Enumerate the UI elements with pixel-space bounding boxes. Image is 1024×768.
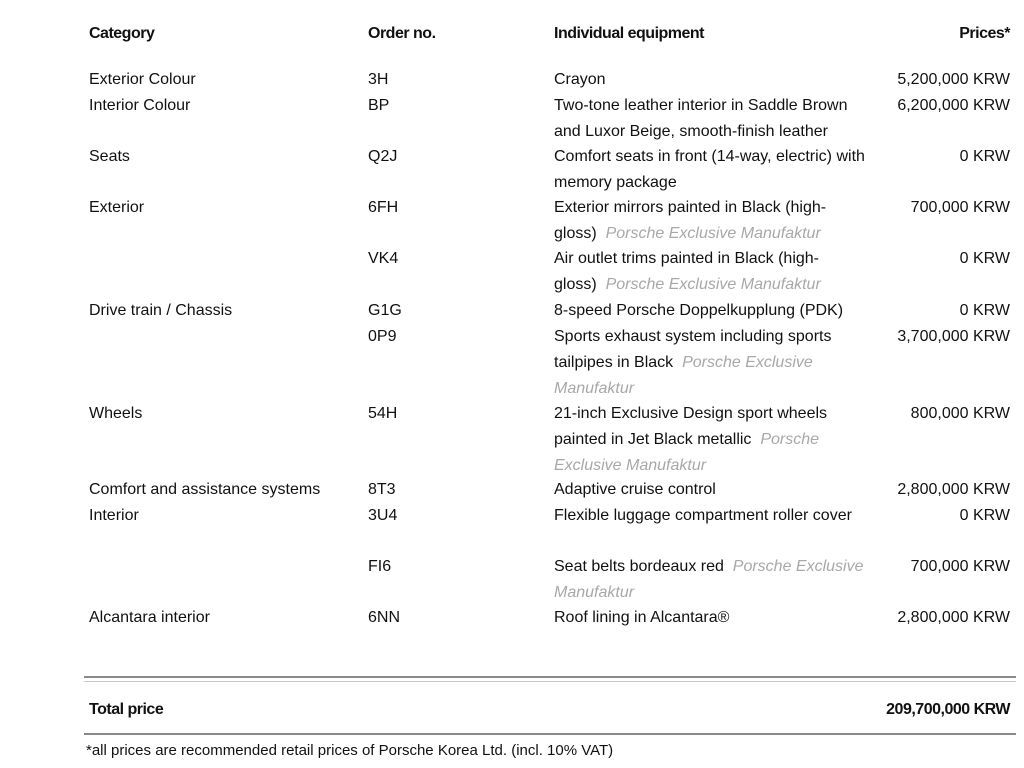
cell-equipment bbox=[554, 195, 872, 247]
cell-price: 3,700,000 KRW bbox=[897, 328, 1010, 345]
cell-equipment bbox=[554, 605, 872, 631]
cell-price: 700,000 KRW bbox=[910, 199, 1010, 216]
cell-category: Exterior Colour bbox=[89, 71, 196, 88]
cell-price: 2,800,000 KRW bbox=[897, 609, 1010, 626]
cell-category: Comfort and assistance systems bbox=[89, 481, 321, 498]
cell-category: Alcantara interior bbox=[89, 609, 210, 626]
cell-order-no: 3H bbox=[368, 71, 389, 88]
cell-order-no: 3U4 bbox=[368, 507, 398, 524]
cell-equipment bbox=[554, 477, 872, 503]
cell-equipment bbox=[554, 324, 872, 401]
equipment-text: Exterior mirrors painted in Black (high-gloss) bbox=[554, 199, 827, 242]
divider-double-top bbox=[84, 676, 1016, 678]
total-price-value: 209,700,000 KRW bbox=[886, 701, 1010, 718]
cell-price: 6,200,000 KRW bbox=[897, 97, 1010, 114]
cell-price: 800,000 KRW bbox=[910, 405, 1010, 422]
cell-order-no: Q2J bbox=[368, 148, 398, 165]
cell-category: Interior Colour bbox=[89, 97, 191, 114]
cell-price: 0 KRW bbox=[959, 507, 1010, 524]
equipment-text: Crayon bbox=[554, 71, 606, 88]
equipment-text: Flexible luggage compartment roller cover bbox=[554, 507, 852, 524]
manufaktur-tag: Porsche Exclusive Manufaktur bbox=[605, 275, 821, 293]
cell-equipment bbox=[554, 401, 872, 478]
cell-order-no: 0P9 bbox=[368, 328, 397, 345]
manufaktur-tag: Porsche Exclusive Manufaktur bbox=[605, 224, 821, 242]
manufaktur-tag: Porsche Exclusive Manufaktur bbox=[554, 430, 820, 474]
cell-equipment bbox=[554, 298, 872, 324]
cell-price: 0 KRW bbox=[959, 250, 1010, 267]
manufaktur-tag: Porsche Exclusive Manufaktur bbox=[554, 558, 864, 601]
cell-price: 0 KRW bbox=[959, 148, 1010, 165]
manufaktur-tag: Porsche Exclusive Manufaktur bbox=[554, 353, 813, 397]
equipment-text: Roof lining in Alcantara® bbox=[554, 609, 730, 626]
cell-order-no: 8T3 bbox=[368, 481, 396, 498]
equipment-text: 21-inch Exclusive Design sport wheels painted in Jet Black metallic bbox=[554, 405, 828, 448]
cell-order-no: FI6 bbox=[368, 558, 392, 575]
cell-category: Wheels bbox=[89, 405, 143, 422]
cell-category: Seats bbox=[89, 148, 130, 165]
cell-price: 2,800,000 KRW bbox=[897, 481, 1010, 498]
cell-equipment bbox=[554, 144, 872, 196]
total-price-label: Total price bbox=[89, 701, 164, 718]
equipment-text: Comfort seats in front (14-way, electric) with memory package bbox=[554, 148, 865, 191]
cell-equipment bbox=[554, 93, 872, 145]
header-category: Category bbox=[89, 25, 155, 42]
equipment-text: Air outlet trims painted in Black (high-gloss) bbox=[554, 250, 819, 293]
cell-equipment bbox=[554, 246, 872, 298]
equipment-text: Two-tone leather interior in Saddle Brown and Luxor Beige, smooth-finish leather bbox=[554, 97, 848, 140]
cell-order-no: 54H bbox=[368, 405, 398, 422]
equipment-text: Sports exhaust system including sports tailpipes in Black bbox=[554, 328, 832, 371]
footnote: *all prices are recommended retail prices of Porsche Korea Ltd. (incl. 10% VAT) bbox=[86, 742, 614, 759]
cell-order-no: 6FH bbox=[368, 199, 399, 216]
cell-order-no: G1G bbox=[368, 302, 402, 319]
header-prices: Prices* bbox=[959, 25, 1010, 42]
cell-category: Exterior bbox=[89, 199, 145, 216]
cell-equipment bbox=[554, 554, 872, 606]
equipment-text: Adaptive cruise control bbox=[554, 481, 716, 498]
cell-price: 0 KRW bbox=[959, 302, 1010, 319]
equipment-text: 8-speed Porsche Doppelkupplung (PDK) bbox=[554, 302, 844, 319]
cell-price: 700,000 KRW bbox=[910, 558, 1010, 575]
header-order-no: Order no. bbox=[368, 25, 436, 42]
cell-order-no: VK4 bbox=[368, 250, 399, 267]
cell-order-no: BP bbox=[368, 97, 390, 114]
cell-order-no: 6NN bbox=[368, 609, 401, 626]
cell-equipment bbox=[554, 503, 872, 529]
divider-total bbox=[84, 733, 1016, 735]
cell-equipment bbox=[554, 67, 872, 93]
cell-category: Interior bbox=[89, 507, 139, 524]
equipment-text: Seat belts bordeaux red bbox=[554, 558, 724, 575]
cell-price: 5,200,000 KRW bbox=[897, 71, 1010, 88]
cell-category: Drive train / Chassis bbox=[89, 302, 233, 319]
divider-double-bottom bbox=[84, 681, 1016, 682]
header-equipment: Individual equipment bbox=[554, 25, 705, 42]
